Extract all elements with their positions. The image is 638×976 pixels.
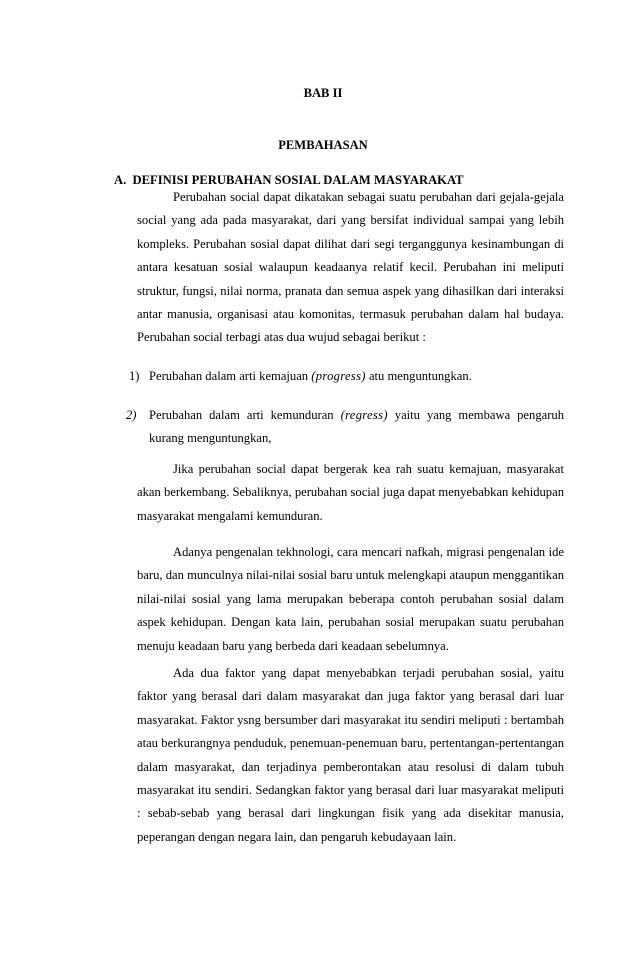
list-text-after: atu menguntungkan. [365,369,472,383]
list-text-after: yaitu yang membawa pengaruh kurang menguntungkan, [149,408,568,446]
paragraph-examples: Adanya pengenalan tekhnologi, cara mencari nafkah, migrasi pengenalan ide baru, dan munculnya nilai-nilai sosial baru untuk melengkapi ataupun menggantikan nilai-nilai sosial yang lama merupakan beberapa contoh perubahan sosial dalam aspek kehidupan. Dengan kata lain, perubahan sosial merupakan suatu perubahan menuju keadaan baru yang berbeda dari keadaan sebelumnya. [137,545,564,653]
list-number: 2) [126,408,137,422]
paragraph-definition: Perubahan social dapat dikatakan sebagai suatu perubahan dari gejala-gejala social yang ada pada masyarakat, dari yang bersifat individual sampai yang lebih kompleks. Perubahan sosial dapat dilihat dari segi terganggunya kesinambungan di antara kesatuan sosial walaupun keadaanya relatif kecil. Perubahan ini meliputi struktur, fungsi, nilai norma, pranata dan semua aspek yang dihasilkan dari interaksi antar manusia, organisasi atau komonitas, termasuk perubahan dalam hal budaya. Perubahan social terbagi atas dua wujud sebagai berikut : [137,190,564,345]
chapter-title: PEMBAHASAN [278,138,368,152]
list-term-progress: (progress) [311,369,366,383]
list-number: 1) [129,369,140,383]
list-item-progress [126,365,564,388]
list-item-regress [126,404,568,451]
section-heading: A. DEFINISI PERUBAHAN SOSIAL DALAM MASYARAKAT [114,173,464,187]
list-text-before: Perubahan dalam arti kemunduran [149,408,341,422]
paragraph-progress-regress: Jika perubahan social dapat bergerak kea rah suatu kemajuan, masyarakat akan berkembang. Sebaliknya, perubahan social juga dapat menyebabkan kehidupan masyarakat mengalami kemunduran. [137,462,564,523]
list-text-before: Perubahan dalam arti kemajuan [149,369,312,383]
list-text [149,404,568,451]
list-term-regress: (regress) [340,408,388,422]
paragraph-factors: Ada dua faktor yang dapat menyebabkan terjadi perubahan sosial, yaitu faktor yang berasal dari dalam masyarakat dan juga faktor yang berasal dari luar masyarakat. Faktor ysng bersumber dari masyarakat itu sendiri meliputi : bertambah atau berkurangnya penduduk, penemuan-penemuan baru, pertentangan-pertentangan dalam masyarakat, dan terjadinya pemberontakan atau resolusi di dalam tubuh masyarakat itu sendiri. Sedangkan faktor yang berasal dari luar masyarakat meliputi : sebab-sebab yang berasal dari lingkungan fisik yang ada disekitar manusia, peperangan dengan negara lain, dan pengaruh kebudayaan lain. [137,666,564,844]
chapter-number: BAB II [303,86,343,100]
list-text [149,365,564,388]
